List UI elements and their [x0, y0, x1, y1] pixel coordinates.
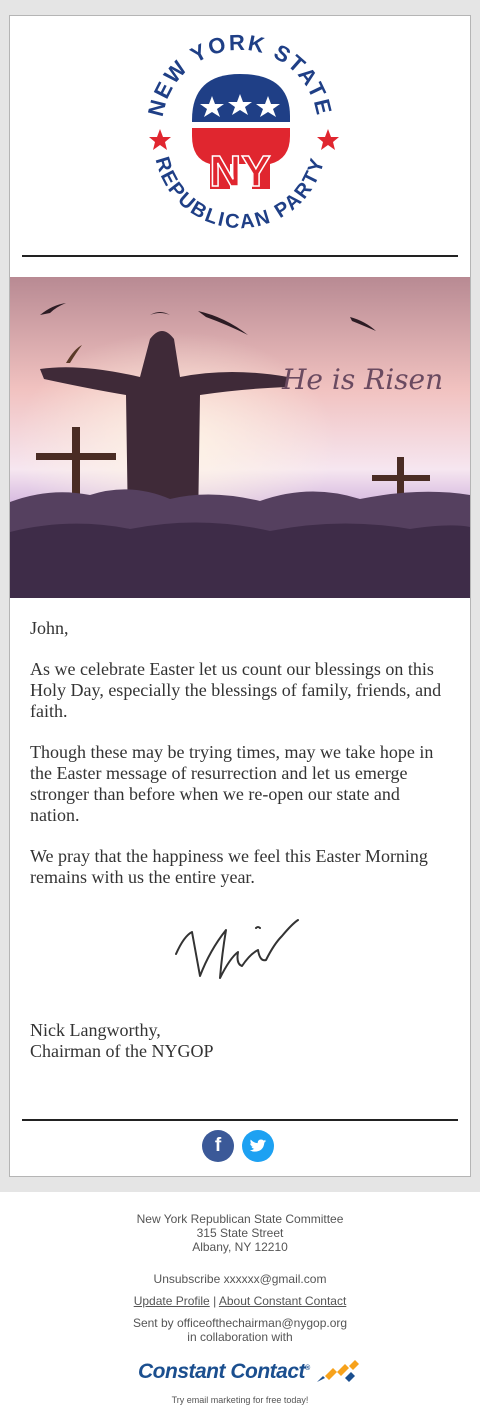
letter-paragraph: As we celebrate Easter let us count our blessings on this Holy Day, especially the blessings of family, friends, and faith. [30, 659, 442, 721]
update-profile-link[interactable]: Update Profile [133, 1294, 210, 1308]
constant-contact-mark-icon [315, 1360, 359, 1384]
social-links [202, 1130, 274, 1162]
letter-paragraph: Though these may be trying times, may we take hope in the Easter message of resurrection and let us emerge stronger than before when we re-open our state and nation. [30, 742, 434, 825]
signature-title: Chairman of the NYGOP [30, 1041, 214, 1061]
unsubscribe-link[interactable]: Unsubscribe xxxxxx@gmail.com [153, 1272, 327, 1286]
twitter-icon[interactable] [242, 1130, 274, 1162]
footer-separator: | [213, 1294, 217, 1308]
logo-emblem-letters: NY [209, 147, 271, 196]
logo-bottom-text: REPUBLICAN PARTY [150, 154, 330, 234]
letter-body [30, 618, 450, 908]
hero-caption: He is Risen [282, 363, 444, 396]
letter-paragraph: We pray that the happiness we feel this Easter Morning remains with us the entire year. [30, 846, 428, 887]
footer-city: Albany, NY 12210 [192, 1240, 288, 1254]
footer-collab: in collaboration with [187, 1330, 293, 1344]
about-constant-contact-link[interactable]: About Constant Contact [218, 1294, 347, 1308]
letter-closing [30, 1020, 213, 1062]
footer-org: New York Republican State Committee [136, 1212, 344, 1226]
footer-divider [22, 1119, 458, 1121]
constant-contact-logo[interactable]: Constant Contact® [138, 1360, 359, 1384]
logo-top-text: NEW YORK STATE [142, 29, 338, 119]
easter-hero-image [10, 277, 470, 598]
nygop-logo [140, 24, 340, 244]
footer-street: 315 State Street [196, 1226, 284, 1240]
footer-sent-by: Sent by officeofthechairman@nygop.org [132, 1316, 348, 1330]
facebook-icon[interactable]: f [202, 1130, 234, 1162]
twitter-bird-icon [249, 1139, 267, 1154]
email-card [9, 15, 471, 1177]
signature-name: Nick Langworthy, [30, 1020, 161, 1040]
letter-greeting: John, [30, 618, 69, 638]
email-footer [0, 1192, 480, 1426]
constant-contact-tagline[interactable]: Try email marketing for free today! [171, 1395, 309, 1405]
signature-image [170, 914, 300, 994]
header-divider [22, 255, 458, 257]
